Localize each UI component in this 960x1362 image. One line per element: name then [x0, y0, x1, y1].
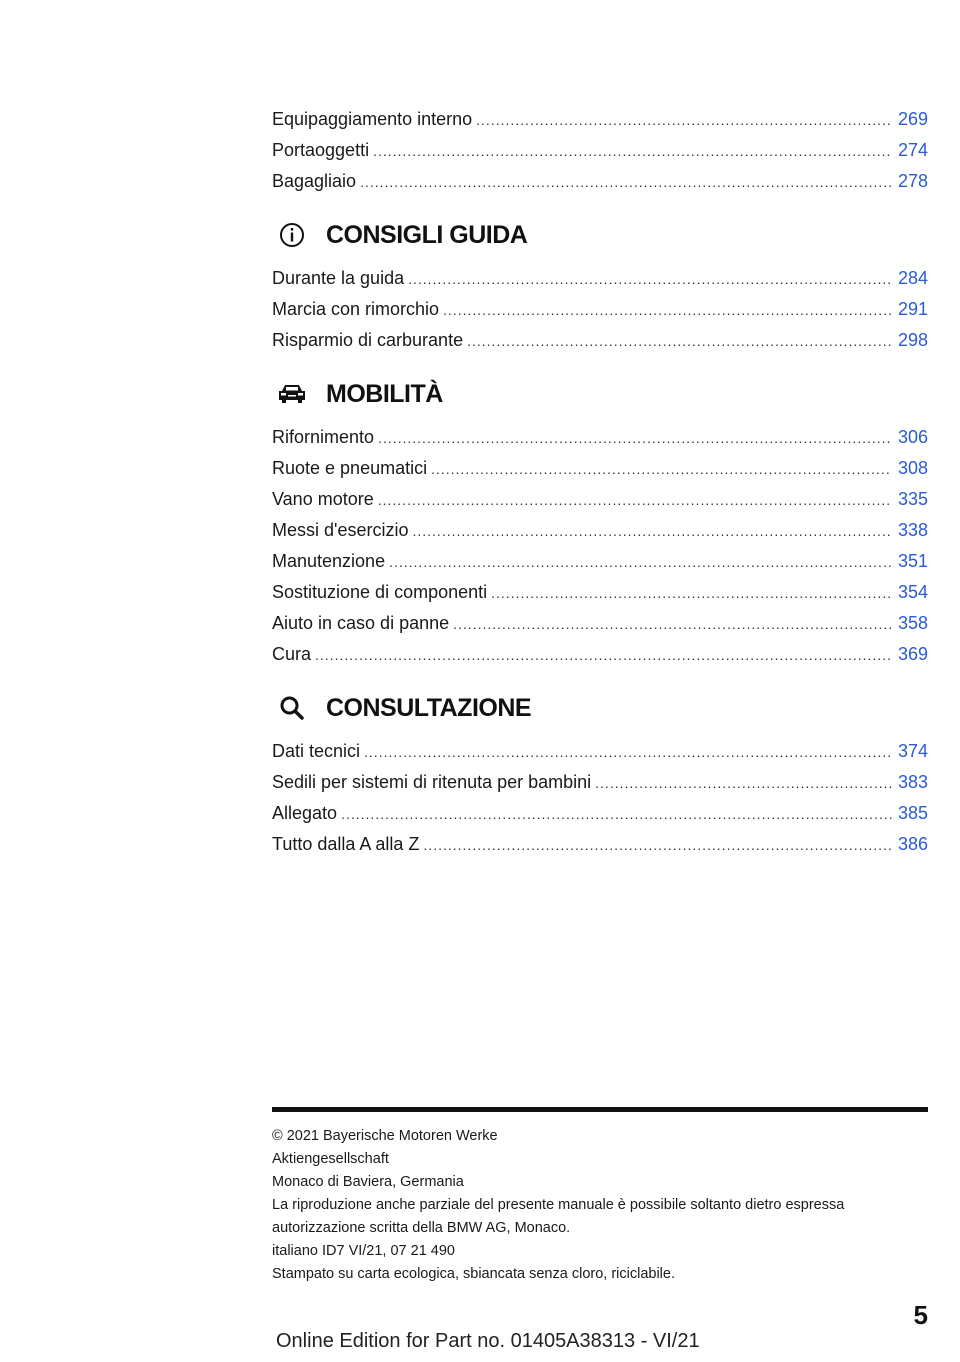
dot-leader [453, 609, 892, 640]
divider [272, 1107, 928, 1112]
toc-entry[interactable] [272, 325, 928, 356]
toc-entry-title: Aiuto in caso di panne [272, 613, 450, 633]
dot-leader [378, 423, 892, 454]
dot-leader [378, 485, 892, 516]
dot-leader [364, 737, 892, 768]
toc-entry-page: 358 [897, 613, 928, 633]
toc-entry-page: 308 [897, 458, 928, 478]
toc-entry-title: Sostituzione di componenti [272, 582, 488, 602]
section-consultazione [272, 688, 928, 860]
section-mobilita [272, 374, 928, 670]
toc-entry-title: Tutto dalla A alla Z [272, 834, 420, 854]
footer-edition: Online Edition for Part no. 01405A38313 - VI/21 [276, 1330, 700, 1352]
table-of-contents [272, 104, 928, 860]
dot-leader [373, 136, 892, 167]
page-number: 5 [913, 1300, 928, 1330]
toc-entry-title: Risparmio di carburante [272, 330, 464, 350]
toc-entry-page: 338 [897, 520, 928, 540]
dot-leader [423, 830, 892, 861]
imprint-line: Aktiengesellschaft [272, 1151, 389, 1167]
toc-entry-page: 291 [897, 299, 928, 319]
toc-entry-title: Manutenzione [272, 551, 386, 571]
section-heading: CONSULTAZIONE [326, 693, 532, 722]
toc-entry-title: Equipaggiamento interno [272, 109, 473, 129]
toc-entry-page: 298 [897, 330, 928, 350]
section-header [272, 215, 928, 255]
toc-entry[interactable] [272, 736, 928, 767]
car-icon [272, 374, 312, 414]
toc-entry[interactable] [272, 608, 928, 639]
dot-leader [389, 547, 892, 578]
toc-entry-page: 354 [897, 582, 928, 602]
toc-entry-title: Bagagliaio [272, 171, 357, 191]
toc-entry[interactable] [272, 263, 928, 294]
toc-entry[interactable] [272, 135, 928, 166]
search-icon [272, 688, 312, 728]
dot-leader [491, 578, 892, 609]
toc-entry-title: Dati tecnici [272, 741, 361, 761]
imprint-line: Monaco di Baviera, Germania [272, 1174, 464, 1190]
toc-entry-title: Durante la guida [272, 268, 405, 288]
toc-entry-page: 351 [897, 551, 928, 571]
toc-entry-title: Portaoggetti [272, 140, 370, 160]
dot-leader [595, 768, 892, 799]
toc-entry-title: Vano motore [272, 489, 374, 509]
toc-entry-page: 385 [897, 803, 928, 823]
toc-entry[interactable] [272, 767, 928, 798]
toc-entry-title: Allegato [272, 803, 338, 823]
toc-entry-page: 383 [897, 772, 928, 792]
intro-entries [272, 104, 928, 197]
toc-entry-page: 386 [897, 834, 928, 854]
toc-entry[interactable] [272, 798, 928, 829]
toc-entry[interactable] [272, 577, 928, 608]
toc-entry[interactable] [272, 484, 928, 515]
toc-entry-page: 278 [897, 171, 928, 191]
toc-entry[interactable] [272, 453, 928, 484]
toc-entry-page: 306 [897, 427, 928, 447]
dot-leader [315, 640, 892, 671]
section-heading: MOBILITÀ [326, 379, 443, 408]
toc-entry[interactable] [272, 104, 928, 135]
imprint-line: © 2021 Bayerische Motoren Werke [272, 1128, 498, 1144]
toc-entry-title: Ruote e pneumatici [272, 458, 428, 478]
toc-entry-page: 284 [897, 268, 928, 288]
dot-leader [360, 167, 892, 198]
dot-leader [443, 295, 892, 326]
toc-entry-page: 369 [897, 644, 928, 664]
toc-entry-page: 335 [897, 489, 928, 509]
toc-entry-title: Rifornimento [272, 427, 375, 447]
toc-entry-title: Messi d'esercizio [272, 520, 409, 540]
toc-entry-page: 274 [897, 140, 928, 160]
dot-leader [408, 264, 892, 295]
toc-entry-title: Marcia con rimorchio [272, 299, 440, 319]
dot-leader [412, 516, 891, 547]
section-header [272, 374, 928, 414]
info-icon [272, 215, 312, 255]
toc-entry[interactable] [272, 166, 928, 197]
section-consigli-guida [272, 215, 928, 356]
section-header [272, 688, 928, 728]
imprint [272, 1125, 928, 1286]
toc-entry[interactable] [272, 294, 928, 325]
toc-entry-page: 374 [897, 741, 928, 761]
toc-entry-title: Sedili per sistemi di ritenuta per bambini [272, 772, 592, 792]
toc-entry[interactable] [272, 546, 928, 577]
imprint-line: La riproduzione anche parziale del presente manuale è possibile soltanto dietro espressa [272, 1197, 845, 1213]
imprint-line: Stampato su carta ecologica, sbiancata senza cloro, riciclabile. [272, 1266, 675, 1282]
dot-leader [341, 799, 892, 830]
dot-leader [476, 105, 892, 136]
imprint-line: italiano ID7 VI/21, 07 21 490 [272, 1243, 455, 1259]
toc-entry-title: Cura [272, 644, 312, 664]
dot-leader [467, 326, 892, 357]
imprint-line: autorizzazione scritta della BMW AG, Monaco. [272, 1220, 571, 1236]
toc-entry[interactable] [272, 515, 928, 546]
section-heading: CONSIGLI GUIDA [326, 220, 528, 249]
toc-entry[interactable] [272, 422, 928, 453]
toc-entry[interactable] [272, 829, 928, 860]
toc-entry[interactable] [272, 639, 928, 670]
dot-leader [431, 454, 892, 485]
toc-entry-page: 269 [897, 109, 928, 129]
